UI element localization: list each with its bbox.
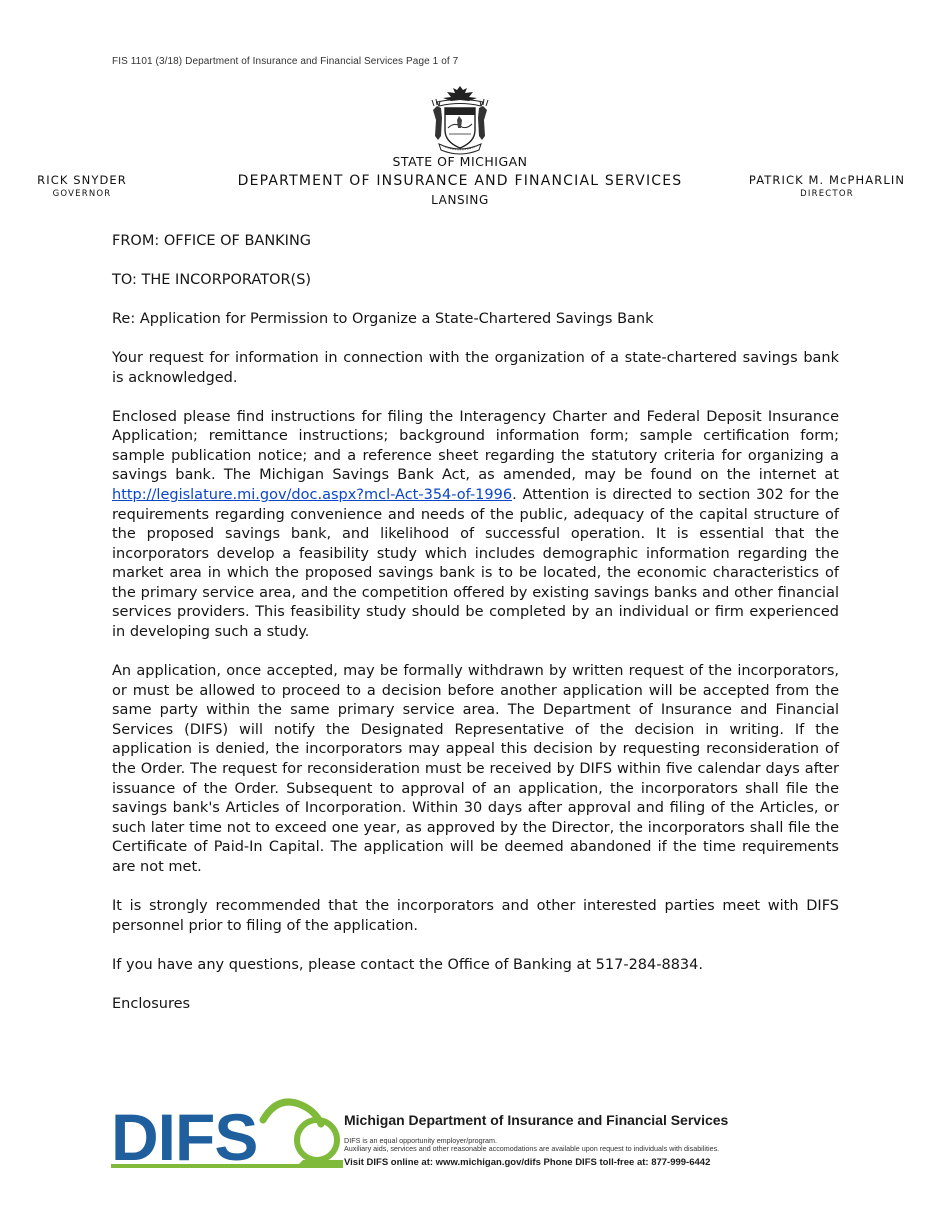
- footer-contact-line: Visit DIFS online at: www.michigan.gov/difs Phone DIFS toll-free at: 877-999-6442: [344, 1157, 711, 1168]
- re-line: Re: Application for Permission to Organize a State-Chartered Savings Bank: [112, 310, 654, 327]
- paragraph-acknowledgement: Your request for information in connection with the organization of a state-chartered savings bank is acknowledged.: [112, 349, 839, 386]
- legislature-link[interactable]: http://legislature.mi.gov/doc.aspx?mcl-Act-354-of-1996: [112, 486, 513, 503]
- footer-accommodations: Auxiliary aids, services and other reasonable accomodations are available upon request to individuals with disabilities.: [344, 1144, 720, 1153]
- director-name: PATRICK M. McPHARLIN: [748, 173, 906, 187]
- letter-body: [112, 232, 839, 1034]
- footer-equal-opportunity: DIFS is an equal opportunity employer/program.: [344, 1136, 498, 1145]
- paragraph-recommendation: It is strongly recommended that the incorporators and other interested parties meet with DIFS personnel prior to filing of the application.: [112, 897, 839, 934]
- difs-logo-text: DIFS: [111, 1100, 258, 1172]
- enclosures-line: Enclosures: [112, 995, 191, 1012]
- from-line: FROM: OFFICE OF BANKING: [112, 233, 312, 249]
- difs-logo-icon: [111, 1090, 343, 1172]
- governor-title: GOVERNOR: [52, 189, 112, 199]
- director-title: DIRECTOR: [800, 189, 854, 199]
- paragraph-enclosures-instructions: [112, 408, 839, 643]
- paragraph-text: Enclosed please find instructions for filing the Interagency Charter and Federal Deposit Insurance Application; remittance instructions; background information form; sample certification form; sample publication notice; and a reference sheet regarding the statutory criteria for organizing a savings bank. The Michigan Savings Bank Act, as amended, may be found on the internet at: [112, 408, 839, 484]
- to-line: TO: THE INCORPORATOR(S): [112, 271, 312, 288]
- department-heading: DEPARTMENT OF INSURANCE AND FINANCIAL SERVICES: [237, 173, 683, 189]
- paragraph-text: . Attention is directed to section 302 for the requirements regarding convenience and needs of the public, adequacy of the capital structure of the proposed savings bank, and likelihood of successful operation. It is essential that the incorporators develop a feasibility study which includes demographic information regarding the market area in which the proposed savings bank is to be located, the economic characteristics of the primary service area, and the competition offered by existing savings banks and other financial services providers. This feasibility study should be completed by an individual or firm experienced in developing such a study.: [112, 486, 839, 641]
- state-line: STATE OF MICHIGAN: [392, 154, 528, 169]
- michigan-seal-icon: [429, 84, 491, 156]
- governor-name: RICK SNYDER: [37, 173, 127, 187]
- form-number-line: FIS 1101 (3/18) Department of Insurance and Financial Services Page 1 of 7: [112, 56, 459, 67]
- paragraph-application-process: An application, once accepted, may be formally withdrawn by written request of the incorporators, or must be allowed to proceed to a decision before another application will be accepted from the same party within the same primary service area. The Department of Insurance and Financial Services (DIFS) will notify the Designated Representative of the decision in writing. If the application is denied, the incorporators may appeal this decision by requesting reconsideration of the Order. The request for reconsideration must be received by DIFS within five calendar days after issuance of the Order. Subsequent to approval of an application, the incorporators shall file the savings bank's Articles of Incorporation. Within 30 days after approval and filing of the Articles, or such later time not to exceed one year, as approved by the Director, the incorporators shall file the Certificate of Paid-In Capital. The application will be deemed abandoned if the time requirements are not met.: [112, 663, 839, 875]
- paragraph-contact: If you have any questions, please contact the Office of Banking at 517-284-8834.: [112, 956, 703, 973]
- city-line: LANSING: [431, 193, 489, 207]
- footer-org-name: Michigan Department of Insurance and Financial Services: [344, 1112, 729, 1128]
